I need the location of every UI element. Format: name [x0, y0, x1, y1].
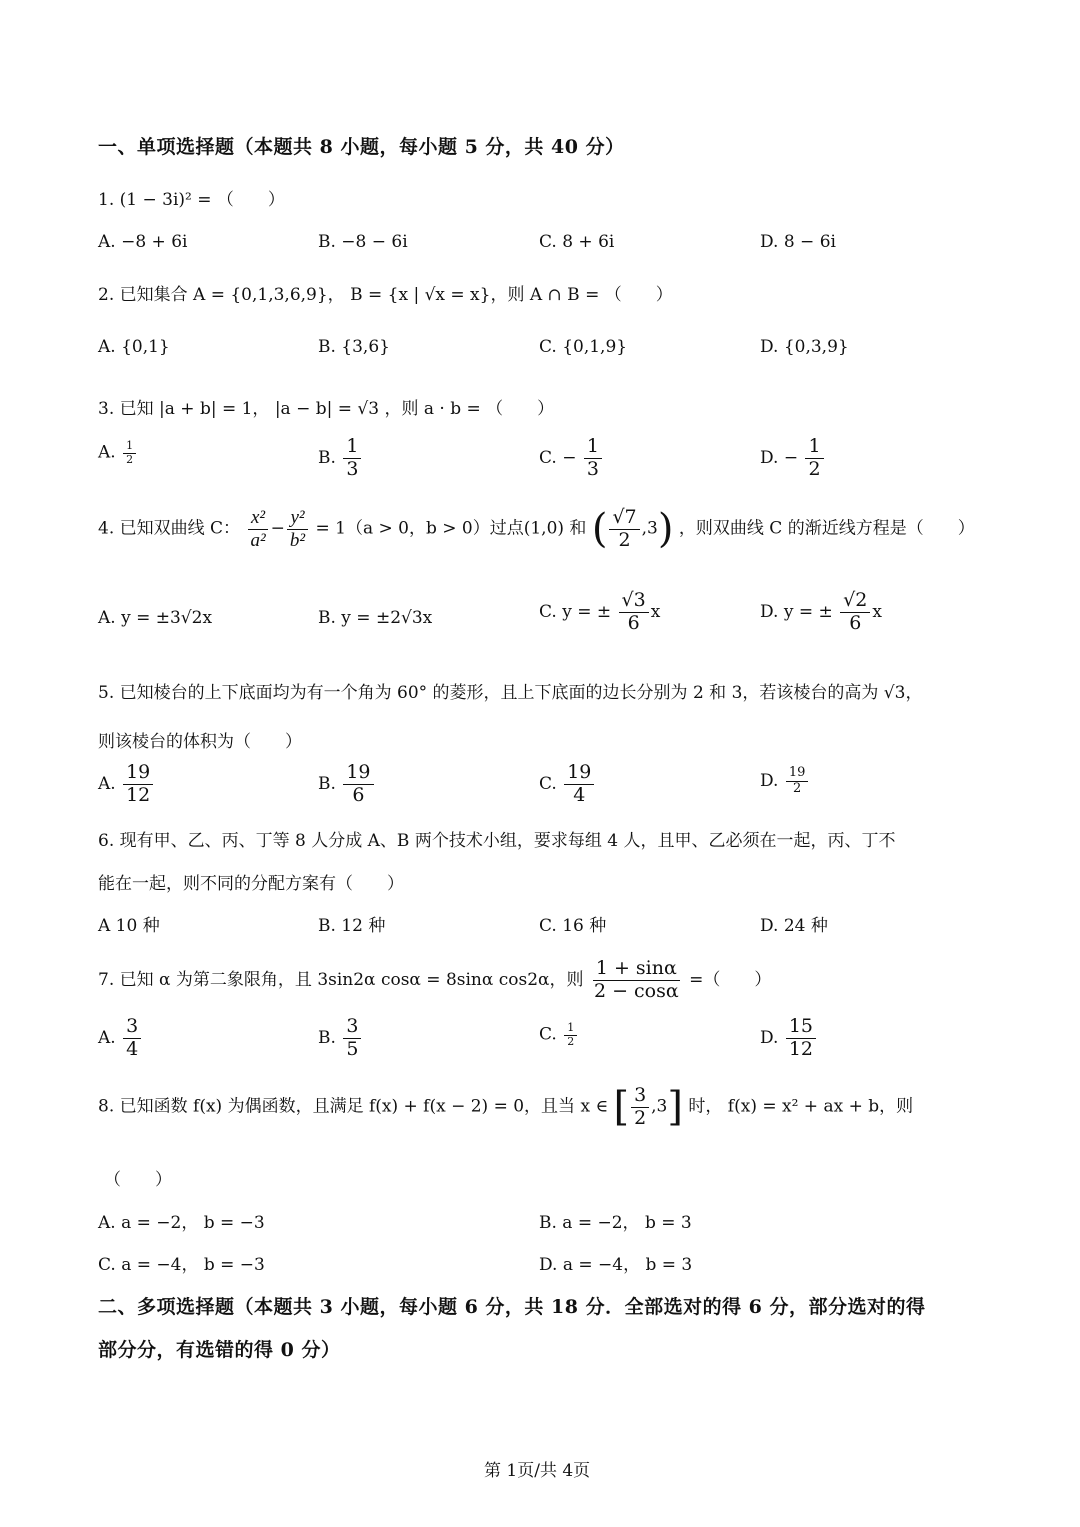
section-title-multi-choice-line-2: 部分分，有选错的得 0 分） [98, 1339, 341, 1361]
q3-b-label: B. [318, 447, 336, 468]
q6-option-a: A 10 种 [98, 916, 160, 936]
q5-a-fraction: $\frac{19}{12}$ [123, 762, 153, 807]
q4-option-d [760, 590, 882, 635]
q5-b-fraction: $\frac{19}{6}$ [343, 762, 373, 807]
q8-interval-fraction: $\frac{3}{2}$ [631, 1085, 649, 1130]
q4-option-b: B. y = ±2√3x [318, 608, 433, 628]
q4-d-fraction: $\frac{√2}{6}$ [840, 590, 870, 635]
q2-option-a: A. {0,1} [98, 337, 170, 357]
q7-option-c [539, 1022, 579, 1048]
q5-c-label: C. [539, 773, 557, 794]
q4-c-x: x [650, 601, 661, 622]
q7-b-label: B. [318, 1027, 336, 1048]
q3-option-d [760, 436, 826, 481]
q6-option-d: D. 24 种 [760, 916, 828, 936]
page-footer: 第 1页/共 4页 [484, 1461, 591, 1481]
q3-a-fraction: $\frac{1}{2}$ [123, 440, 136, 466]
q5-d-fraction: $\frac{19}{2}$ [786, 766, 809, 797]
question-5-line-1: 5. 已知棱台的上下底面均为有一个角为 60° 的菱形，且上下底面的边长分别为 2 和 3，若该棱台的高为 √3， [98, 683, 923, 703]
question-7 [98, 958, 771, 1003]
q7-text-a: 7. 已知 α 为第二象限角，且 3sin2α cosα = 8sinα cos2α，则 [98, 969, 584, 990]
q7-d-fraction: $\frac{15}{12}$ [786, 1016, 816, 1061]
q2-option-d: D. {0,3,9} [760, 337, 849, 357]
section-title-single-choice: 一、单项选择题（本题共 8 小题，每小题 5 分，共 40 分） [98, 136, 625, 158]
question-8-paren: （ ） [104, 1170, 172, 1190]
q1-option-a: A. −8 + 6i [98, 232, 188, 252]
q4-text-c: ，则双曲线 C 的渐近线方程是（ ） [678, 518, 975, 539]
q4-y-fraction: $\frac{\text{y²}}{\text{b²}}$ [287, 507, 308, 552]
q4-point-fraction: $\frac{√7}{2}$ [609, 507, 639, 552]
q4-option-c [539, 590, 660, 635]
question-5-line-2: 则该棱台的体积为（ ） [98, 732, 302, 752]
q4-x-fraction: $\frac{\text{x²}}{\text{a²}}$ [247, 507, 268, 552]
q6-option-c: C. 16 种 [539, 916, 607, 936]
q8-text-b: 时， f(x) = x² + ax + b，则 [688, 1096, 914, 1117]
q7-option-a [98, 1016, 143, 1061]
q5-a-label: A. [98, 773, 116, 794]
q3-option-b [318, 436, 363, 481]
q3-d-fraction: $\frac{1}{2}$ [805, 436, 823, 481]
q7-a-fraction: $\frac{3}{4}$ [123, 1016, 141, 1061]
q2-option-b: B. {3,6} [318, 337, 390, 357]
q7-b-fraction: $\frac{3}{5}$ [343, 1016, 361, 1061]
q7-text-b: =（ ） [689, 969, 772, 990]
q1-option-d: D. 8 − 6i [760, 232, 836, 252]
q3-c-label: C. − [539, 447, 577, 468]
q7-option-b [318, 1016, 363, 1061]
q4-d-label: D. y = ± [760, 601, 833, 622]
section-title-multi-choice-line-1: 二、多项选择题（本题共 3 小题，每小题 6 分，共 18 分．全部选对的得 6 分，部分选对的得 [98, 1296, 926, 1318]
question-6-line-2: 能在一起，则不同的分配方案有（ ） [98, 874, 404, 894]
q8-text-a: 8. 已知函数 f(x) 为偶函数，且满足 f(x) + f(x − 2) = 0，且当 x ∈ [98, 1096, 609, 1117]
q7-c-label: C. [539, 1024, 557, 1045]
q8-option-a: A. a = −2， b = −3 [98, 1213, 265, 1233]
q4-d-x: x [872, 601, 882, 622]
q7-d-label: D. [760, 1027, 779, 1048]
question-4: 4. 已知双曲线 C： $\frac{\text{x²}}{\text{a²}}$ − $\frac{\text{y²}}{\text{b²}}$ = 1（a > 0，b > 0）过点(1,0) 和 ( $\frac{√7}{2}$ ,3) ，则双曲线 C 的渐近线方程是（ ） [98, 505, 975, 552]
q8-option-b: B. a = −2， b = 3 [539, 1213, 692, 1233]
q2-option-c: C. {0,1,9} [539, 337, 628, 357]
q1-option-b: B. −8 − 6i [318, 232, 408, 252]
q3-d-label: D. − [760, 447, 799, 468]
question-1: 1. (1 − 3i)² = （ ） [98, 190, 285, 210]
q4-text-b: = 1（a > 0，b > 0）过点(1,0) 和 [315, 518, 587, 539]
q1-option-c: C. 8 + 6i [539, 232, 615, 252]
q3-option-a [98, 440, 138, 466]
q8-option-c: C. a = −4， b = −3 [98, 1255, 265, 1275]
q6-option-b: B. 12 种 [318, 916, 386, 936]
q5-option-c [539, 762, 596, 807]
q5-option-b [318, 762, 376, 807]
q5-option-a [98, 762, 155, 807]
q7-a-label: A. [98, 1027, 116, 1048]
q8-option-d: D. a = −4， b = 3 [539, 1255, 693, 1275]
q7-option-d [760, 1016, 818, 1061]
q4-option-a: A. y = ±3√2x [98, 608, 213, 628]
q7-main-fraction: $\frac{1 + \sin\alpha}{2 - \cos\alpha}$ [593, 957, 679, 1002]
q3-c-fraction: $\frac{1}{3}$ [584, 436, 602, 481]
q4-c-fraction: $\frac{√3}{6}$ [619, 590, 649, 635]
q5-c-fraction: $\frac{19}{4}$ [564, 762, 594, 807]
q5-d-label: D. [760, 770, 779, 791]
question-6-line-1: 6. 现有甲、乙、丙、丁等 8 人分成 A、B 两个技术小组，要求每组 4 人，且甲、乙必须在一起，丙、丁不 [98, 831, 896, 851]
q3-a-label: A. [98, 442, 116, 463]
q4-text-a: 4. 已知双曲线 C： [98, 518, 241, 539]
question-8: 8. 已知函数 f(x) 为偶函数，且满足 f(x) + f(x − 2) = 0，且当 x ∈ [ $\frac{3}{2}$ ,3] 时， f(x) = x² + ax + b，则 [98, 1083, 914, 1130]
q4-c-label: C. y = ± [539, 601, 612, 622]
question-2: 2. 已知集合 A = {0,1,3,6,9}， B = {x | √x = x}，则 A ∩ B = （ ） [98, 285, 673, 305]
question-3: 3. 已知 |a + b| = 1， |a − b| = √3 ，则 a · b = （ ） [98, 399, 555, 419]
q5-option-d [760, 766, 810, 797]
q3-option-c [539, 436, 604, 481]
q5-b-label: B. [318, 773, 336, 794]
q3-b-fraction: $\frac{1}{3}$ [343, 436, 361, 481]
q7-c-fraction: $\frac{1}{2}$ [564, 1022, 577, 1048]
